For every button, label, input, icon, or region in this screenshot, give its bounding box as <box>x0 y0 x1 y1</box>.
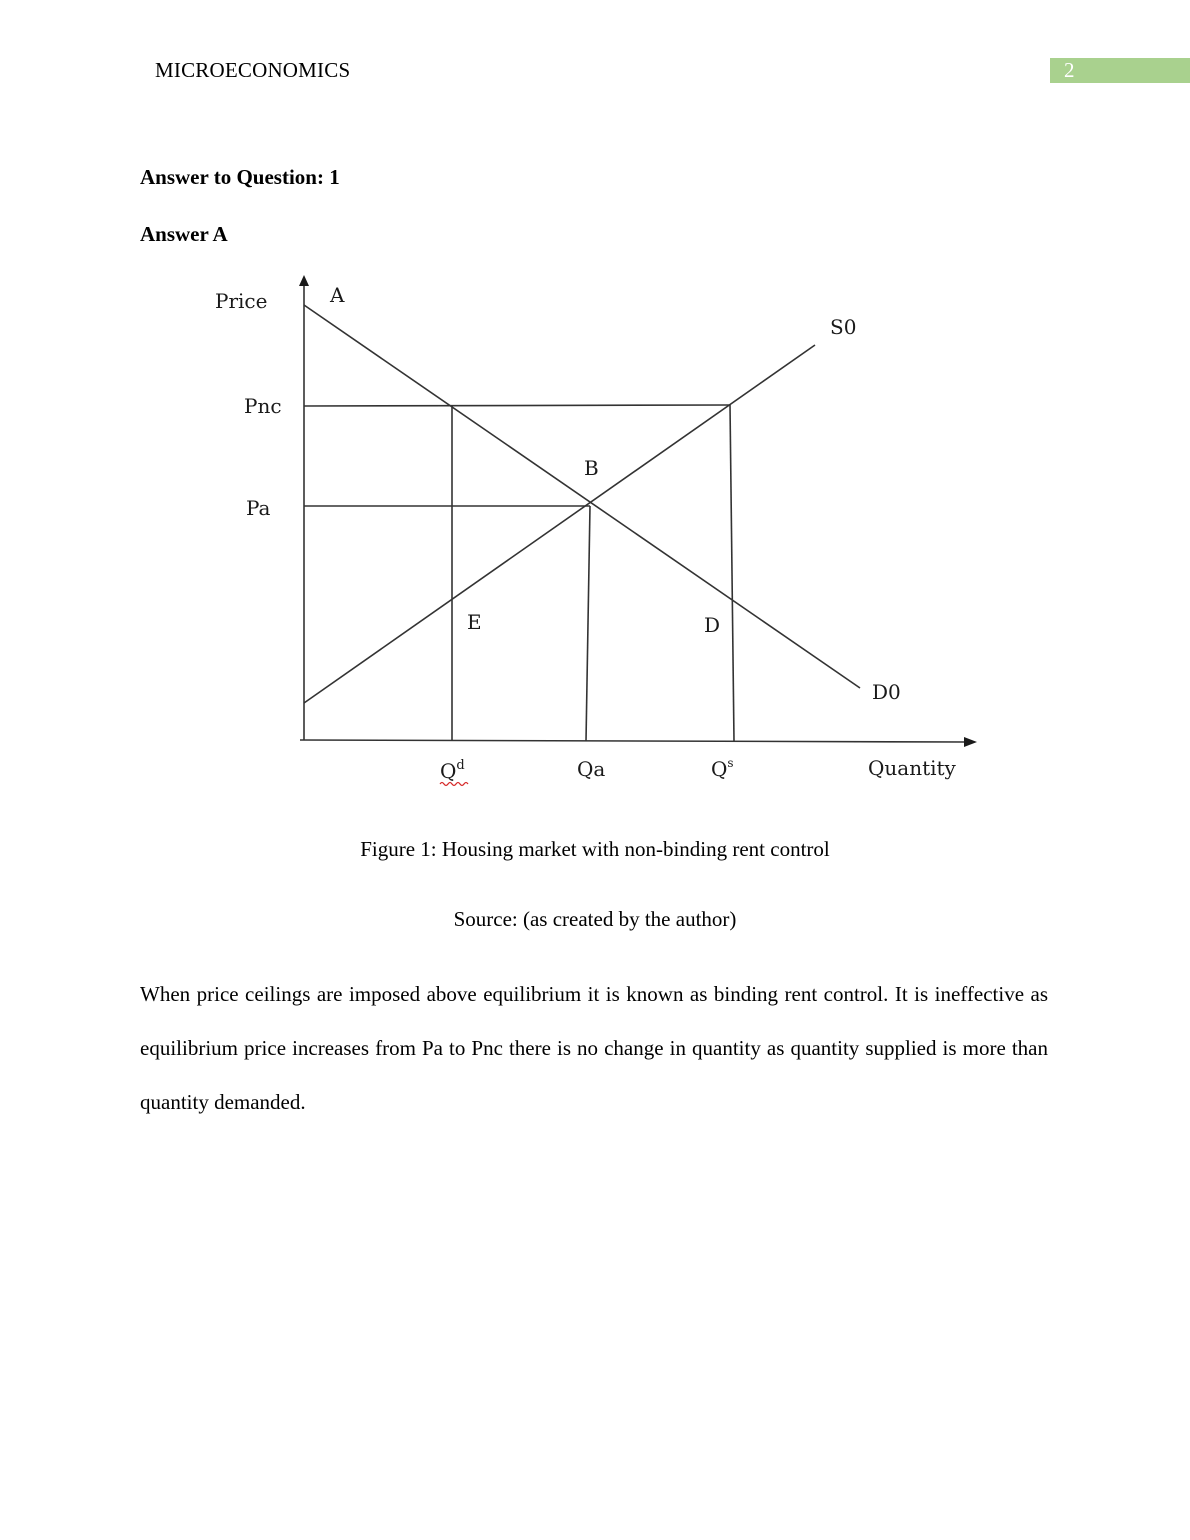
pa-label: Pa <box>246 496 271 520</box>
x-axis-arrow <box>964 737 977 747</box>
quantity-axis-label: Quantity <box>868 756 956 780</box>
supply-demand-figure <box>200 270 1000 800</box>
qs-label-base: Q <box>711 757 728 781</box>
pnc-price-line <box>304 405 730 406</box>
qs-label-sup: s <box>727 756 734 770</box>
qd-label <box>440 758 465 783</box>
qa-label: Qa <box>577 757 606 781</box>
point-a-label: A <box>330 283 345 307</box>
qs-label <box>711 756 734 781</box>
qd-label-sup: d <box>456 758 465 773</box>
point-d-label: D <box>704 613 721 637</box>
point-e-label: E <box>467 610 482 634</box>
page-number-badge: 2 <box>1050 58 1190 83</box>
supply-curve-label: S0 <box>830 315 857 339</box>
point-b-label: B <box>584 456 599 480</box>
figure-caption: Figure 1: Housing market with non-binding rent control <box>360 837 830 861</box>
body-paragraph: When price ceilings are imposed above equilibrium it is known as binding rent control. It is ineffective as equilibrium price increases from Pa to Pnc there is no change in quantity as quantity supplied is more than quantity demanded. <box>140 982 1048 1114</box>
figure-source: Source: (as created by the author) <box>453 907 737 931</box>
demand-curve-label: D0 <box>872 680 901 704</box>
header-title: MICROECONOMICS <box>155 58 351 82</box>
qs-quantity-line <box>730 405 734 741</box>
price-axis-label: Price <box>215 289 268 313</box>
x-axis <box>300 740 968 742</box>
demand-curve <box>304 305 860 688</box>
qd-label-base: Q <box>440 759 457 783</box>
y-axis-arrow <box>299 275 309 286</box>
qa-quantity-line <box>586 506 590 741</box>
answer-heading: Answer A <box>140 222 228 246</box>
supply-demand-diagram <box>200 270 1000 800</box>
question-heading: Answer to Question: 1 <box>140 165 340 189</box>
supply-curve <box>304 345 815 703</box>
pnc-label: Pnc <box>244 394 282 418</box>
